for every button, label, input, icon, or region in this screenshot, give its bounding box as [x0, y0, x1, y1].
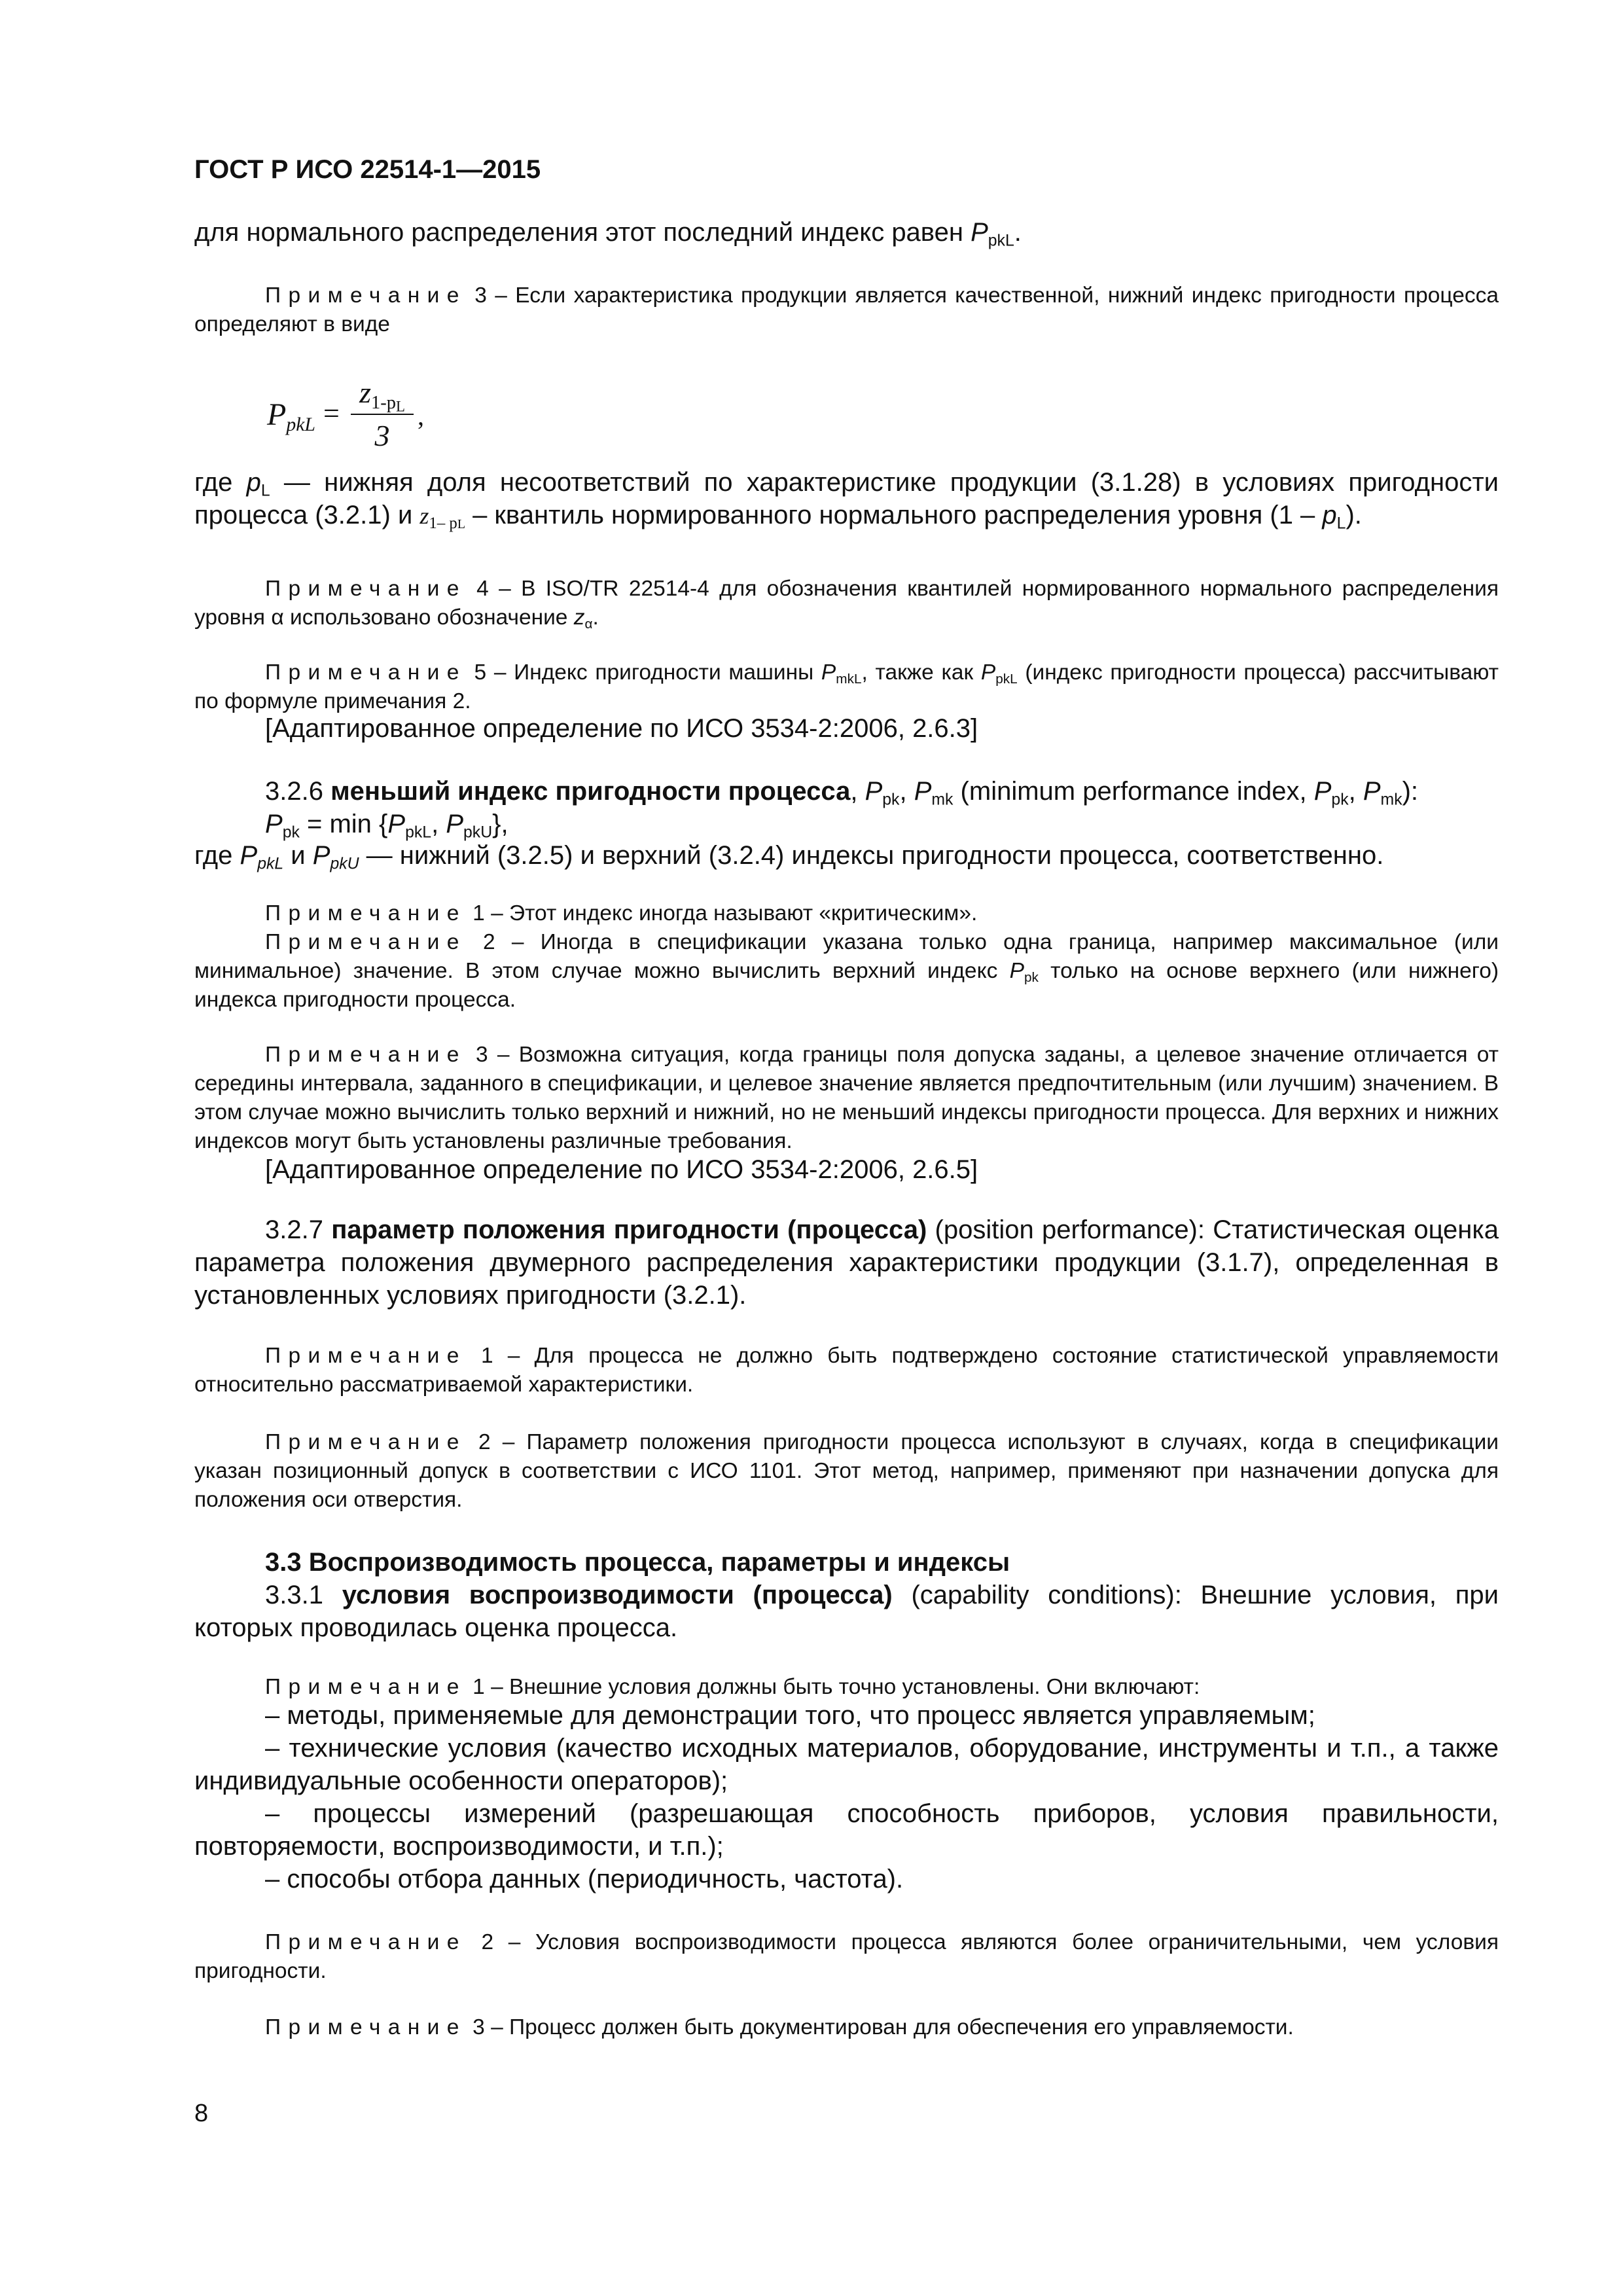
list-item: – методы, применяемые для демонстрации того, что процесс является управляемым;	[265, 1701, 1315, 1730]
note-3-2-6-1: Примечание 1 – Этот индекс иногда называют «критическим».	[265, 901, 978, 925]
adapted-reference-1: [Адаптированное определение по ИСО 3534-2:2006, 2.6.3]	[265, 714, 978, 743]
formula-comma: ,	[418, 401, 424, 431]
list-item: – способы отбора данных (периодичность, частота).	[265, 1865, 904, 1893]
formula-fraction	[351, 374, 414, 454]
note-3-2-6-2: Примечание 2 – Иногда в спецификации указана только одна граница, например максимальное (или минимальное) значение. В этом случае можно вычислить верхний индекс Ppk только на основе верхнего (или нижнего) индекса пригодности процесса.	[194, 930, 1499, 1012]
note-3-3-1-3: Примечание 3 – Процесс должен быть документирован для обеспечения его управляемости.	[265, 2015, 1294, 2039]
list-item: – процессы измерений (разрешающая способность приборов, условия правильности, повторяемости, воспроизводимости, и т.п.);	[194, 1799, 1499, 1861]
section-3-2-6: 3.2.6 меньший индекс пригодности процесса, Ppk, Pmk (minimum performance index, Ppk, Pmk):	[265, 777, 1419, 809]
formula-lhs: PpkL	[267, 397, 315, 435]
formula-ppk-min: Ppk = min {PpkL, PpkU},	[265, 810, 508, 842]
note-3-2-6-3: Примечание 3 – Возможна ситуация, когда границы поля допуска заданы, а целевое значение отличается от середины интервала, заданного в спецификации, и целевое значение является предпочтительным (или лучшим) значением. В этом случае можно вычислить только верхний и нижний, но не меньший индексы пригодности процесса. Для верхних и нижних индексов могут быть установлены различные требования.	[194, 1043, 1499, 1153]
list-item: – технические условия (качество исходных материалов, оборудование, инструменты и т.п., а также индивидуальные особенности операторов);	[194, 1734, 1499, 1795]
page-number: 8	[194, 2100, 209, 2127]
where-paragraph: где pL — нижняя доля несоответствий по характеристике продукции (3.1.28) в условиях пригодности процесса (3.2.1) и z1– pL – квантиль нормированного нормального распределения уровня (1 – pL).	[194, 468, 1499, 533]
note-5: Примечание 5 – Индекс пригодности машины PmkL, также как PpkL (индекс пригодности процесса) рассчитывают по формуле примечания 2.	[194, 660, 1499, 713]
section-3-2-7: 3.2.7 параметр положения пригодности (процесса) (position performance): Статистическая оценка параметра положения двумерного распределения характеристики продукции (3.1.7), определенная в установленных условиях пригодности (3.2.1).	[194, 1215, 1499, 1310]
where-ppkl-ppku: где PpkL и PpkU — нижний (3.2.5) и верхний (3.2.4) индексы пригодности процесса, соответственно.	[194, 841, 1384, 873]
intro-paragraph: для нормального распределения этот последний индекс равен PpkL.	[194, 218, 1022, 250]
document-header: ГОСТ Р ИСО 22514-1—2015	[194, 155, 541, 184]
formula-ppkl	[267, 374, 529, 459]
note-3-3-1-2: Примечание 2 – Условия воспроизводимости процесса являются более ограничительными, чем условия пригодности.	[194, 1930, 1499, 1983]
formula-denominator: 3	[374, 419, 390, 452]
section-3-3-title: 3.3 Воспроизводимость процесса, параметры и индексы	[265, 1548, 1010, 1577]
adapted-reference-2: [Адаптированное определение по ИСО 3534-2:2006, 2.6.5]	[265, 1155, 978, 1184]
note-4: Примечание 4 – В ISO/TR 22514-4 для обозначения квантилей нормированного нормального распределения уровня α использовано обозначение zα.	[194, 577, 1499, 632]
formula-numerator: z1-pL	[359, 376, 405, 415]
note-3-2-7-1: Примечание 1 – Для процесса не должно быть подтверждено состояние статистической управляемости относительно рассматриваемой характеристики.	[194, 1344, 1499, 1397]
note-3-3-1-1: Примечание 1 – Внешние условия должны быть точно установлены. Они включают:	[265, 1675, 1200, 1699]
formula-equals: =	[323, 397, 340, 429]
note-3-qualitative: Примечание 3 – Если характеристика продукции является качественной, нижний индекс пригодности процесса определяют в виде	[194, 283, 1499, 336]
section-3-3-1: 3.3.1 условия воспроизводимости (процесса) (capability conditions): Внешние условия, при которых проводилась оценка процесса.	[194, 1581, 1499, 1642]
note-3-2-7-2: Примечание 2 – Параметр положения пригодности процесса используют в случаях, когда в спецификации указан позиционный допуск в соответствии с ИСО 1101. Этот метод, например, применяют при назначении допуска для положения оси отверстия.	[194, 1430, 1499, 1512]
